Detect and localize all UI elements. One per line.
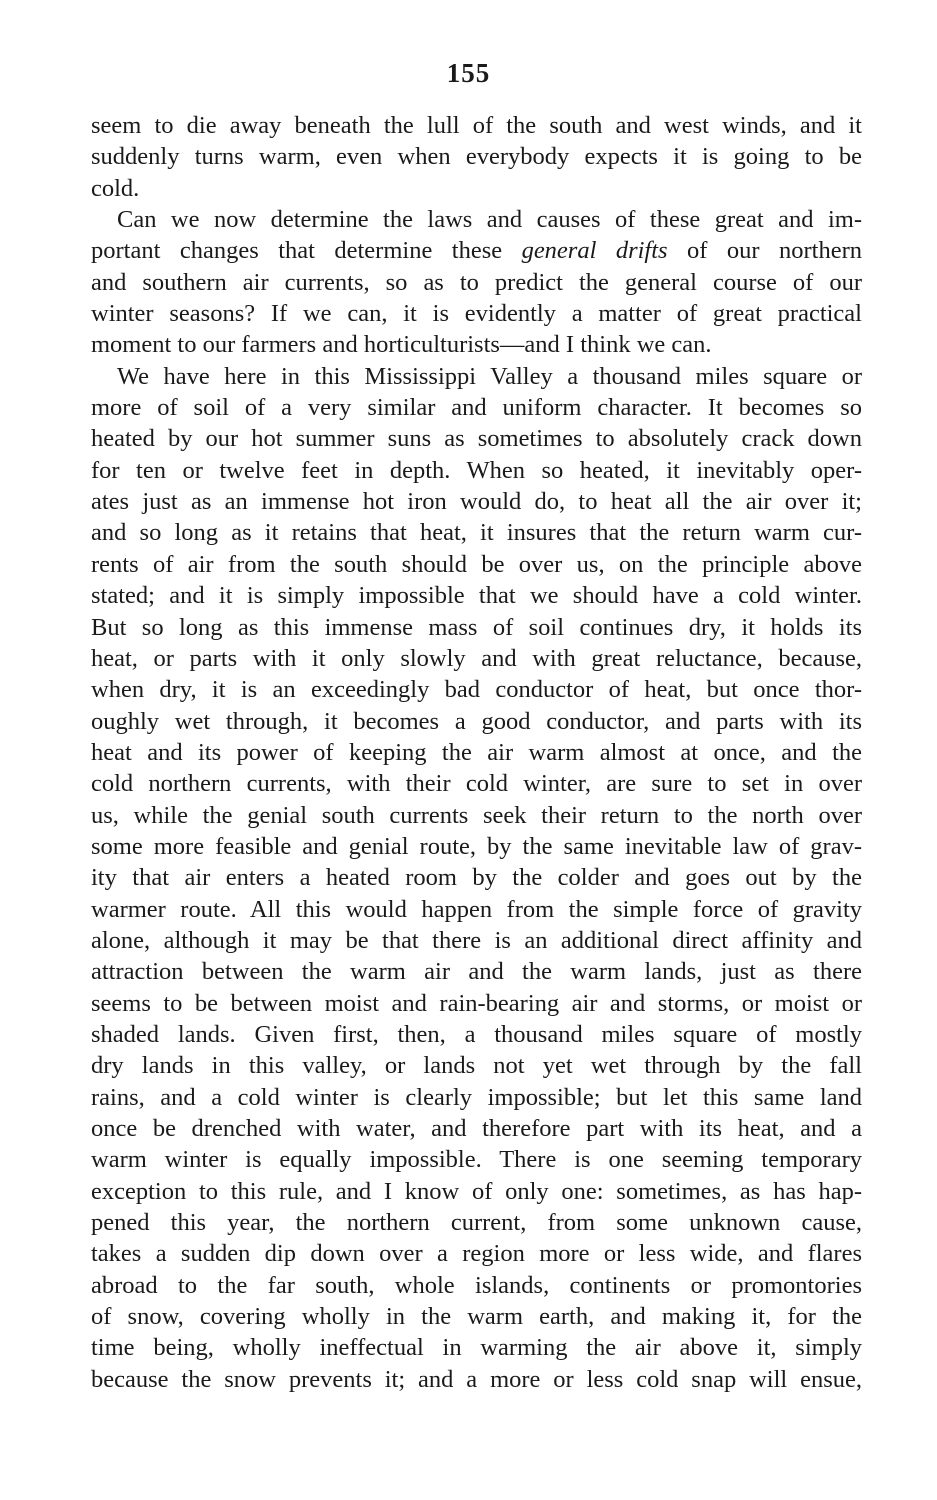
text-line: exception to this rule, and I know of only one: sometimes, as has hap- (91, 1177, 862, 1205)
text-line: suddenly turns warm, even when everybody expects it is going to be (91, 143, 862, 171)
text-line: warm winter is equally impossible. There is one seeming temporary (91, 1146, 862, 1174)
paragraph-first-line: Can we now determine the laws and causes of these great and im- (117, 206, 862, 234)
text-line: rains, and a cold winter is clearly impossible; but let this same land (91, 1083, 862, 1111)
text-line: ates just as an immense hot iron would do, to heat all the air over it; (91, 488, 862, 516)
text-line: abroad to the far south, whole islands, continents or promontories (91, 1271, 862, 1299)
text-line: alone, although it may be that there is an additional direct affinity and (91, 926, 862, 954)
text-line: cold. (91, 174, 140, 202)
text-line: heat and its power of keeping the air warm almost at once, and the (91, 738, 862, 766)
text-line: warmer route. All this would happen from the simple force of gravity (91, 895, 862, 923)
text-line: attraction between the warm air and the warm lands, just as there (91, 958, 862, 986)
text-line: shaded lands. Given first, then, a thousand miles square of mostly (91, 1020, 862, 1048)
text-line: dry lands in this valley, or lands not yet wet through by the fall (91, 1052, 862, 1080)
italic-phrase: general drifts (521, 237, 668, 265)
text-line: some more feasible and genial route, by the same inevitable law of grav- (91, 832, 862, 860)
text-line: for ten or twelve feet in depth. When so heated, it inevitably oper- (91, 456, 862, 484)
text-line: winter seasons? If we can, it is evidently a matter of great practical (91, 300, 862, 328)
text-line: But so long as this immense mass of soil continues dry, it holds its (91, 613, 862, 641)
text-line: pened this year, the northern current, from some unknown cause, (91, 1209, 862, 1237)
text-line: us, while the genial south currents seek their return to the north over (91, 801, 862, 829)
text-line: heat, or parts with it only slowly and with great reluctance, because, (91, 644, 862, 672)
page-number: 155 (446, 58, 491, 88)
text-line: heated by our hot summer suns as sometimes to absolutely crack down (91, 425, 862, 453)
text-line: rents of air from the south should be over us, on the principle above (91, 550, 862, 578)
text-line: and so long as it retains that heat, it insures that the return warm cur- (91, 519, 862, 547)
text-line: more of soil of a very similar and uniform character. It becomes so (91, 394, 862, 422)
text-line-with-italic: portant changes that determine these general drifts of our northern (91, 237, 862, 265)
text-line: seem to die away beneath the lull of the south and west winds, and it (91, 112, 862, 139)
text-line: ity that air enters a heated room by the colder and goes out by the (91, 864, 862, 892)
text-line: seems to be between moist and rain-bearing air and storms, or moist or (91, 989, 862, 1017)
text-line: because the snow prevents it; and a more or less cold snap will ensue, (91, 1365, 862, 1393)
text-line: and southern air currents, so as to predict the general course of our (91, 268, 862, 296)
text-line: oughly wet through, it becomes a good conductor, and parts with its (91, 707, 862, 735)
text-line: stated; and it is simply impossible that we should have a cold winter. (91, 582, 862, 610)
text-line: time being, wholly ineffectual in warming the air above it, simply (91, 1334, 862, 1362)
text-line: moment to our farmers and horticulturists—and I think we can. (91, 331, 712, 359)
text-line: takes a sudden dip down over a region more or less wide, and flares (91, 1240, 862, 1268)
text-line: when dry, it is an exceedingly bad conductor of heat, but once thor- (91, 676, 862, 704)
text-line: of snow, covering wholly in the warm earth, and making it, for the (91, 1303, 862, 1331)
body-text (91, 110, 862, 1395)
text-line: cold northern currents, with their cold winter, are sure to set in over (91, 770, 862, 798)
paragraph-first-line: We have here in this Mississippi Valley a thousand miles square or (117, 362, 862, 390)
text-line: once be drenched with water, and therefore part with its heat, and a (91, 1115, 862, 1142)
